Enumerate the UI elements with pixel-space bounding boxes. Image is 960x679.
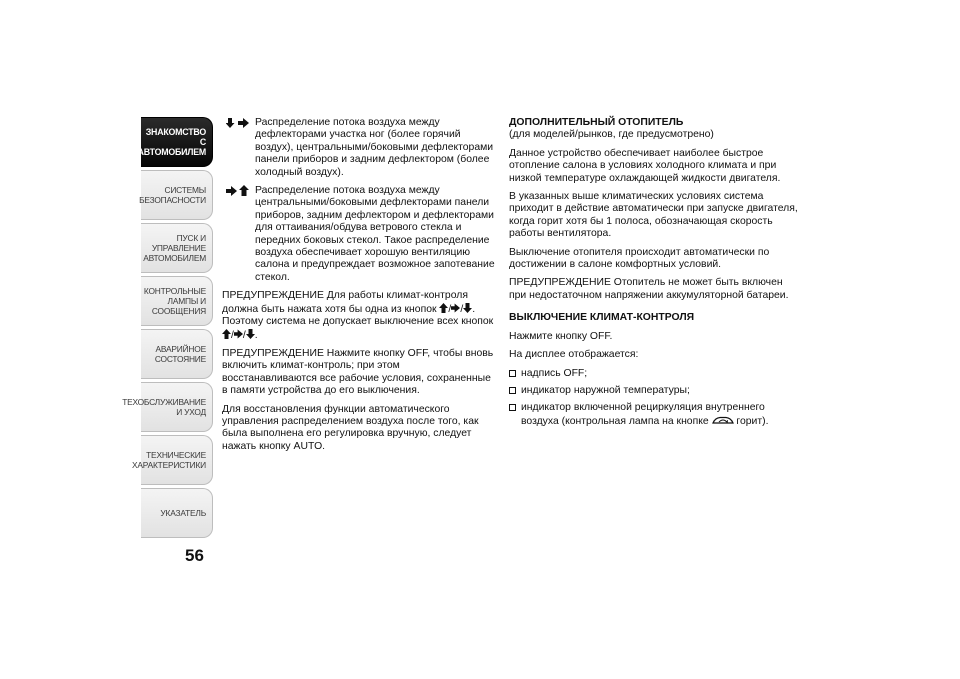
feet-arrow-icon [463, 303, 472, 313]
heater-subtitle: (для моделей/рынков, где предусмотрено) [509, 129, 714, 141]
tab-label: ТЕХНИЧЕСКИЕ ХАРАКТЕРИСТИКИ [132, 450, 206, 470]
tab-label: СИСТЕМЫ БЕЗОПАСНОСТИ [139, 185, 206, 205]
text: . [254, 329, 258, 341]
checkbox-bullet-icon [509, 387, 516, 394]
warning-paragraph-off: ПРЕДУПРЕЖДЕНИЕ Нажмите кнопку OFF, чтобы вновь включить климат-контроль; при этом восстанавливаются все рабочие условия, сохраненные в памяти устройства до его выключения. [222, 347, 494, 397]
list-item [509, 402, 799, 428]
text: ПРЕДУПРЕЖДЕНИЕ Для работы климат-контроля должна быть нажата хотя бы одна из кнопок [222, 290, 468, 315]
list-item-text: индикатор включенной рециркуляция внутреннего воздуха (контрольная лампа на кнопке [521, 402, 765, 427]
list-item-text: надпись OFF; [521, 367, 588, 379]
face-defrost-airflow-icon [226, 185, 250, 197]
off-paragraph: На дисплее отображается: [509, 349, 639, 361]
list-item [509, 368, 799, 380]
airflow-item-text: Распределение потока воздуха между центральными/боковыми дефлекторами панели приборов, задним дефлектором и дефлекторами для оттаивания/обдува ветрового стекла и передних боковых стекол. Такое распределение воздуха обеспечивает хорошую вентиляцию салона и предупреждает возможное запотевание стекол. [255, 185, 495, 283]
tab-label: ПУСК И УПРАВЛЕНИЕ АВТОМОБИЛЕМ [143, 233, 206, 263]
left-column [222, 117, 497, 459]
recirculation-car-icon [712, 415, 734, 425]
defrost-arrow-icon [222, 329, 231, 339]
tab-warning-lights[interactable] [141, 276, 213, 326]
airflow-item-feet-face [222, 117, 497, 179]
text: . Поэтому система не допускает выключение всех кнопок [222, 303, 494, 328]
face-arrow-icon [451, 303, 460, 313]
checkbox-bullet-icon [509, 370, 516, 377]
face-arrow-icon [234, 329, 243, 339]
right-column [509, 117, 799, 433]
airflow-item-text: Распределение потока воздуха между дефлекторами участка ног (более горячий воздух), центральными/боковыми дефлекторами панели приборов и задним дефлектором (более холодный воздух). [255, 117, 494, 178]
tab-label: ТЕХОБСЛУЖИВАНИЕ И УХОД [122, 397, 206, 417]
heater-paragraph: Данное устройство обеспечивает наиболее быстрое отопление салона в условиях холодного климата и при низкой температуре охлаждающей жидкости двигателя. [509, 147, 781, 184]
tab-label: КОНТРОЛЬНЫЕ ЛАМПЫ И СООБЩЕНИЯ [143, 286, 206, 316]
defrost-arrow-icon [439, 303, 448, 313]
tab-maintenance[interactable] [122, 382, 213, 432]
section-heading-heater: ДОПОЛНИТЕЛЬНЫЙ ОТОПИТЕЛЬ [509, 117, 684, 128]
tab-label: ЗНАКОМСТВО С АВТОМОБИЛЕМ [137, 127, 206, 157]
heater-paragraph: В указанных выше климатических условиях система приходит в действие автоматически при запуске двигателя, когда горит хотя бы 1 полоса, обозначающая скорость работы вентилятора. [509, 191, 798, 240]
tab-index[interactable] [141, 488, 213, 538]
tab-safety[interactable] [141, 170, 213, 220]
tab-specifications[interactable] [132, 435, 213, 485]
feet-arrow-icon [246, 329, 255, 339]
feet-face-airflow-icon [226, 117, 250, 129]
tab-label: АВАРИЙНОЕ СОСТОЯНИЕ [154, 344, 206, 364]
tab-label: УКАЗАТЕЛЬ [160, 508, 206, 518]
tab-emergency[interactable] [141, 329, 213, 379]
page-number: 56 [185, 546, 204, 565]
tab-getting-to-know[interactable] [137, 117, 213, 167]
tab-starting-driving[interactable] [141, 223, 213, 273]
list-item [509, 385, 799, 397]
airflow-item-face-defrost [222, 185, 497, 284]
list-item-text: индикатор наружной температуры; [521, 384, 690, 396]
off-paragraph: Нажмите кнопку OFF. [509, 330, 613, 342]
heater-warning-paragraph: ПРЕДУПРЕЖДЕНИЕ Отопитель не может быть включен при недостаточном напряжении аккумуляторной батареи. [509, 277, 789, 301]
chapter-tabs [122, 117, 213, 541]
heater-paragraph: Выключение отопителя происходит автоматически по достижении в салоне комфортных условий. [509, 246, 770, 271]
list-item-text: горит). [733, 415, 769, 427]
warning-paragraph-buttons: ПРЕДУПРЕЖДЕНИЕ Для работы климат-контроля должна быть нажата хотя бы одна из кнопок / / . Поэтому система не допускает выключение всех кнопок / / . [222, 290, 494, 341]
section-heading-off: ВЫКЛЮЧЕНИЕ КЛИМАТ-КОНТРОЛЯ [509, 312, 695, 324]
auto-paragraph: Для восстановления функции автоматического управления распределением воздуха после того, как была выполнена его регулировка вручную, следует нажать кнопку AUTO. [222, 403, 479, 452]
checkbox-bullet-icon [509, 404, 516, 411]
